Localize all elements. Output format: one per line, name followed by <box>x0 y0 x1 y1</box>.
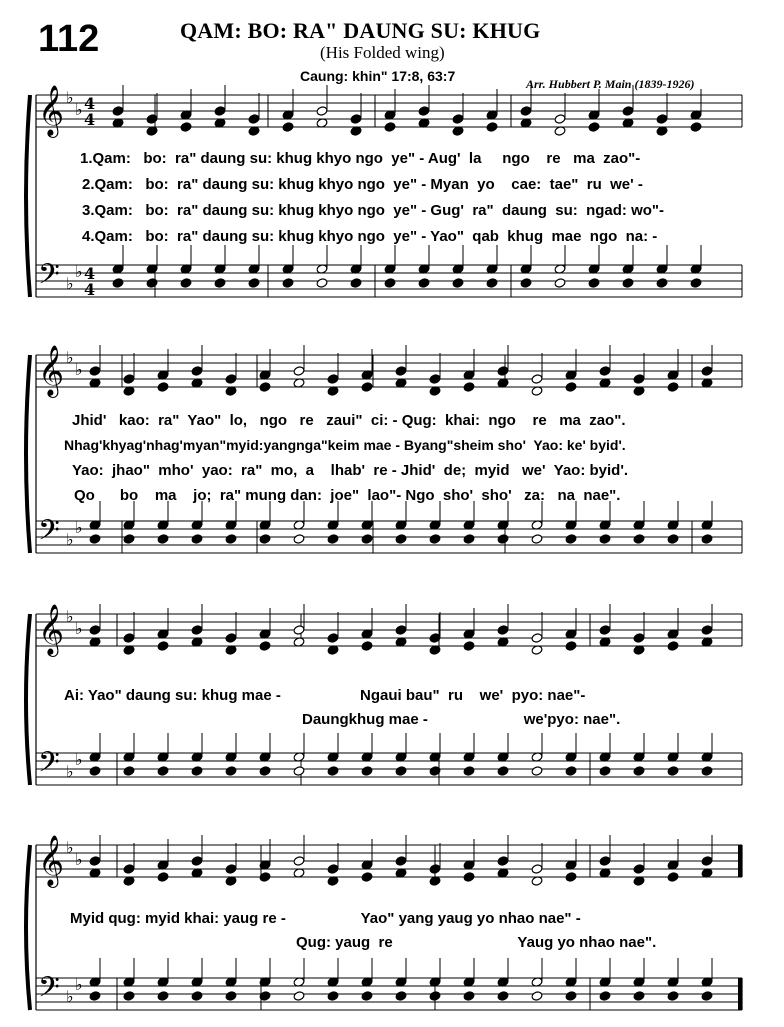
note-head <box>327 534 339 545</box>
note-head <box>497 766 509 777</box>
flat-icon: ♭ <box>75 975 83 994</box>
note-head <box>248 114 260 125</box>
note-head <box>497 856 509 867</box>
note-head <box>146 114 158 125</box>
treble-clef-icon: 𝄞 <box>38 345 65 396</box>
lyric-line: 4.Qam: bo: ra" daung su: khug khyo ngo ye" - Yao" qab khug mae ngo na: - <box>82 228 658 245</box>
note-head <box>701 534 713 545</box>
bass-clef-icon: 𝄢 <box>38 746 60 786</box>
system-bracket <box>26 355 30 553</box>
note-head <box>225 633 237 644</box>
note-head <box>157 534 169 545</box>
hymn-title: QAM: BO: RA" DAUNG SU: KHUG <box>180 18 541 43</box>
note-head <box>259 382 271 393</box>
note-head <box>225 864 237 875</box>
note-head <box>89 766 101 777</box>
note-head <box>191 856 203 867</box>
note-head <box>667 766 679 777</box>
note-head <box>123 374 135 385</box>
note-head <box>214 106 226 117</box>
note-head <box>225 991 237 1002</box>
flat-icon: ♭ <box>75 619 83 638</box>
lyric-line: Daungkhug mae - we'pyo: nae". <box>302 711 621 728</box>
note-head <box>191 766 203 777</box>
note-head <box>191 366 203 377</box>
note-head <box>429 534 441 545</box>
note-head <box>565 766 577 777</box>
note-head <box>225 374 237 385</box>
note-head <box>497 625 509 636</box>
note-head <box>486 278 498 289</box>
note-head <box>89 366 101 377</box>
lyric-line: 2.Qam: bo: ra" daung su: khug khyo ngo ye" - Myan yo cae: tae" ru we' - <box>82 176 643 193</box>
note-head <box>395 366 407 377</box>
note-head <box>214 278 226 289</box>
note-head <box>565 382 577 393</box>
flat-icon: ♭ <box>75 518 83 537</box>
note-head <box>531 864 543 875</box>
note-head <box>316 278 328 289</box>
note-head <box>327 374 339 385</box>
note-head <box>259 534 271 545</box>
note-head <box>531 766 543 777</box>
note-head <box>452 114 464 125</box>
lyric-line: Qo bo ma jo; ra" mung dan: joe" lao"- Ngo sho' sho' za: na nae". <box>74 487 621 504</box>
note-head <box>293 534 305 545</box>
note-head <box>384 122 396 133</box>
treble-clef-icon: 𝄞 <box>38 604 65 655</box>
note-head <box>282 122 294 133</box>
note-head <box>463 641 475 652</box>
note-head <box>293 766 305 777</box>
note-head <box>293 856 305 867</box>
note-head <box>633 991 645 1002</box>
note-head <box>293 625 305 636</box>
note-head <box>191 991 203 1002</box>
note-head <box>429 374 441 385</box>
final-barline <box>738 845 742 877</box>
note-head <box>180 278 192 289</box>
note-head <box>361 766 373 777</box>
note-head <box>690 278 702 289</box>
note-head <box>282 278 294 289</box>
note-head <box>225 766 237 777</box>
note-head <box>565 872 577 883</box>
note-head <box>656 278 668 289</box>
note-head <box>157 872 169 883</box>
note-head <box>327 991 339 1002</box>
treble-clef-icon: 𝄞 <box>38 835 65 886</box>
note-head <box>531 991 543 1002</box>
time-signature: 4 <box>84 280 96 299</box>
note-head <box>361 382 373 393</box>
note-head <box>89 856 101 867</box>
arranger-credit: Arr. Hubbert P. Main (1839-1926) <box>526 77 695 91</box>
note-head <box>565 991 577 1002</box>
note-head <box>633 534 645 545</box>
flat-icon: ♭ <box>66 762 74 781</box>
lyric-line: Ai: Yao" daung su: khug mae - Ngaui bau" ru we' pyo: nae"- <box>64 687 586 704</box>
note-head <box>123 864 135 875</box>
note-head <box>157 382 169 393</box>
note-head <box>123 766 135 777</box>
note-head <box>123 534 135 545</box>
note-head <box>599 625 611 636</box>
note-head <box>395 991 407 1002</box>
lyric-line: 3.Qam: bo: ra" daung su: khug khyo ngo ye" - Gug' ra" daung su: ngad: wo"- <box>82 202 665 219</box>
note-head <box>248 278 260 289</box>
note-head <box>293 991 305 1002</box>
note-head <box>293 366 305 377</box>
lyric-line: Myid qug: myid khai: yaug re - Yao" yang yaug yo nhao nae" - <box>70 910 581 927</box>
note-head <box>656 114 668 125</box>
note-head <box>667 641 679 652</box>
note-head <box>395 534 407 545</box>
note-head <box>701 856 713 867</box>
note-head <box>701 766 713 777</box>
note-head <box>531 633 543 644</box>
flat-icon: ♭ <box>66 530 74 549</box>
note-head <box>701 991 713 1002</box>
note-head <box>667 872 679 883</box>
note-head <box>89 625 101 636</box>
note-head <box>384 278 396 289</box>
note-head <box>361 872 373 883</box>
note-head <box>123 633 135 644</box>
note-head <box>701 366 713 377</box>
note-head <box>327 633 339 644</box>
note-head <box>418 106 430 117</box>
flat-icon: ♭ <box>66 987 74 1006</box>
time-signature: 4 <box>84 110 96 129</box>
note-head <box>89 991 101 1002</box>
note-head <box>157 641 169 652</box>
note-head <box>565 534 577 545</box>
treble-clef-icon: 𝄞 <box>38 85 65 136</box>
note-head <box>146 278 158 289</box>
note-head <box>327 766 339 777</box>
flat-icon: ♭ <box>75 100 83 119</box>
note-head <box>395 766 407 777</box>
system-bracket <box>26 845 30 1010</box>
note-head <box>395 625 407 636</box>
note-head <box>633 766 645 777</box>
note-head <box>599 366 611 377</box>
note-head <box>497 534 509 545</box>
flat-icon: ♭ <box>66 88 74 107</box>
note-head <box>452 278 464 289</box>
note-head <box>157 991 169 1002</box>
note-head <box>259 766 271 777</box>
flat-icon: ♭ <box>66 607 74 626</box>
note-head <box>633 374 645 385</box>
note-head <box>327 864 339 875</box>
note-head <box>112 278 124 289</box>
note-head <box>531 534 543 545</box>
note-head <box>690 122 702 133</box>
note-head <box>463 991 475 1002</box>
note-head <box>463 382 475 393</box>
hymn-number: 112 <box>38 18 100 60</box>
note-head <box>123 991 135 1002</box>
lyric-line: Nhag'khyag'nhag'myan"myid:yangnga"keim mae - Byang"sheim sho' Yao: ke' byid'. <box>64 437 626 453</box>
note-head <box>418 278 430 289</box>
flat-icon: ♭ <box>66 348 74 367</box>
flat-icon: ♭ <box>66 838 74 857</box>
note-head <box>395 856 407 867</box>
flat-icon: ♭ <box>75 850 83 869</box>
lyric-line: Yao: jhao" mho' yao: ra" mo, a lhab' re - Jhid' de; myid we' Yao: byid'. <box>72 462 629 479</box>
note-head <box>157 766 169 777</box>
lyric-line: Jhid' kao: ra" Yao" lo, ngo re zaui" ci: - Qug: khai: ngo re ma zao". <box>72 412 626 429</box>
flat-icon: ♭ <box>75 262 83 281</box>
note-head <box>588 278 600 289</box>
note-head <box>361 534 373 545</box>
note-head <box>599 856 611 867</box>
note-head <box>191 534 203 545</box>
note-head <box>667 534 679 545</box>
note-head <box>350 278 362 289</box>
note-head <box>429 991 441 1002</box>
note-head <box>191 625 203 636</box>
note-head <box>361 641 373 652</box>
note-head <box>350 114 362 125</box>
time-signature: 4 <box>84 264 96 283</box>
note-head <box>180 122 192 133</box>
note-head <box>667 382 679 393</box>
hymn-subtitle: (His Folded wing) <box>320 43 445 62</box>
system-bracket <box>26 95 30 297</box>
note-head <box>225 534 237 545</box>
note-head <box>361 991 373 1002</box>
note-head <box>565 641 577 652</box>
note-head <box>463 534 475 545</box>
system-bracket <box>26 614 30 785</box>
lyric-line: 1.Qam: bo: ra" daung su: khug khyo ngo ye" - Aug' la ngo re ma zao"- <box>80 150 641 167</box>
bass-clef-icon: 𝄢 <box>38 258 60 298</box>
note-head <box>633 864 645 875</box>
note-head <box>622 106 634 117</box>
time-signature: 4 <box>84 94 96 113</box>
note-head <box>622 278 634 289</box>
note-head <box>520 278 532 289</box>
lyric-line: Qug: yaug re Yaug yo nhao nae". <box>296 934 657 951</box>
note-head <box>554 278 566 289</box>
note-head <box>520 106 532 117</box>
note-head <box>463 872 475 883</box>
flat-icon: ♭ <box>66 274 74 293</box>
scripture-reference: Caung: khin" 17:8, 63:7 <box>300 68 456 84</box>
note-head <box>497 991 509 1002</box>
note-head <box>599 766 611 777</box>
note-head <box>599 991 611 1002</box>
note-head <box>429 864 441 875</box>
bass-clef-icon: 𝄢 <box>38 514 60 554</box>
note-head <box>497 366 509 377</box>
note-head <box>599 534 611 545</box>
note-head <box>259 641 271 652</box>
note-head <box>89 534 101 545</box>
bass-clef-icon: 𝄢 <box>38 971 60 1011</box>
note-head <box>554 114 566 125</box>
note-head <box>633 633 645 644</box>
flat-icon: ♭ <box>75 360 83 379</box>
note-head <box>463 766 475 777</box>
note-head <box>316 106 328 117</box>
final-barline <box>738 978 742 1010</box>
note-head <box>701 625 713 636</box>
note-head <box>112 106 124 117</box>
flat-icon: ♭ <box>75 750 83 769</box>
note-head <box>588 122 600 133</box>
note-head <box>486 122 498 133</box>
note-head <box>531 374 543 385</box>
note-head <box>667 991 679 1002</box>
